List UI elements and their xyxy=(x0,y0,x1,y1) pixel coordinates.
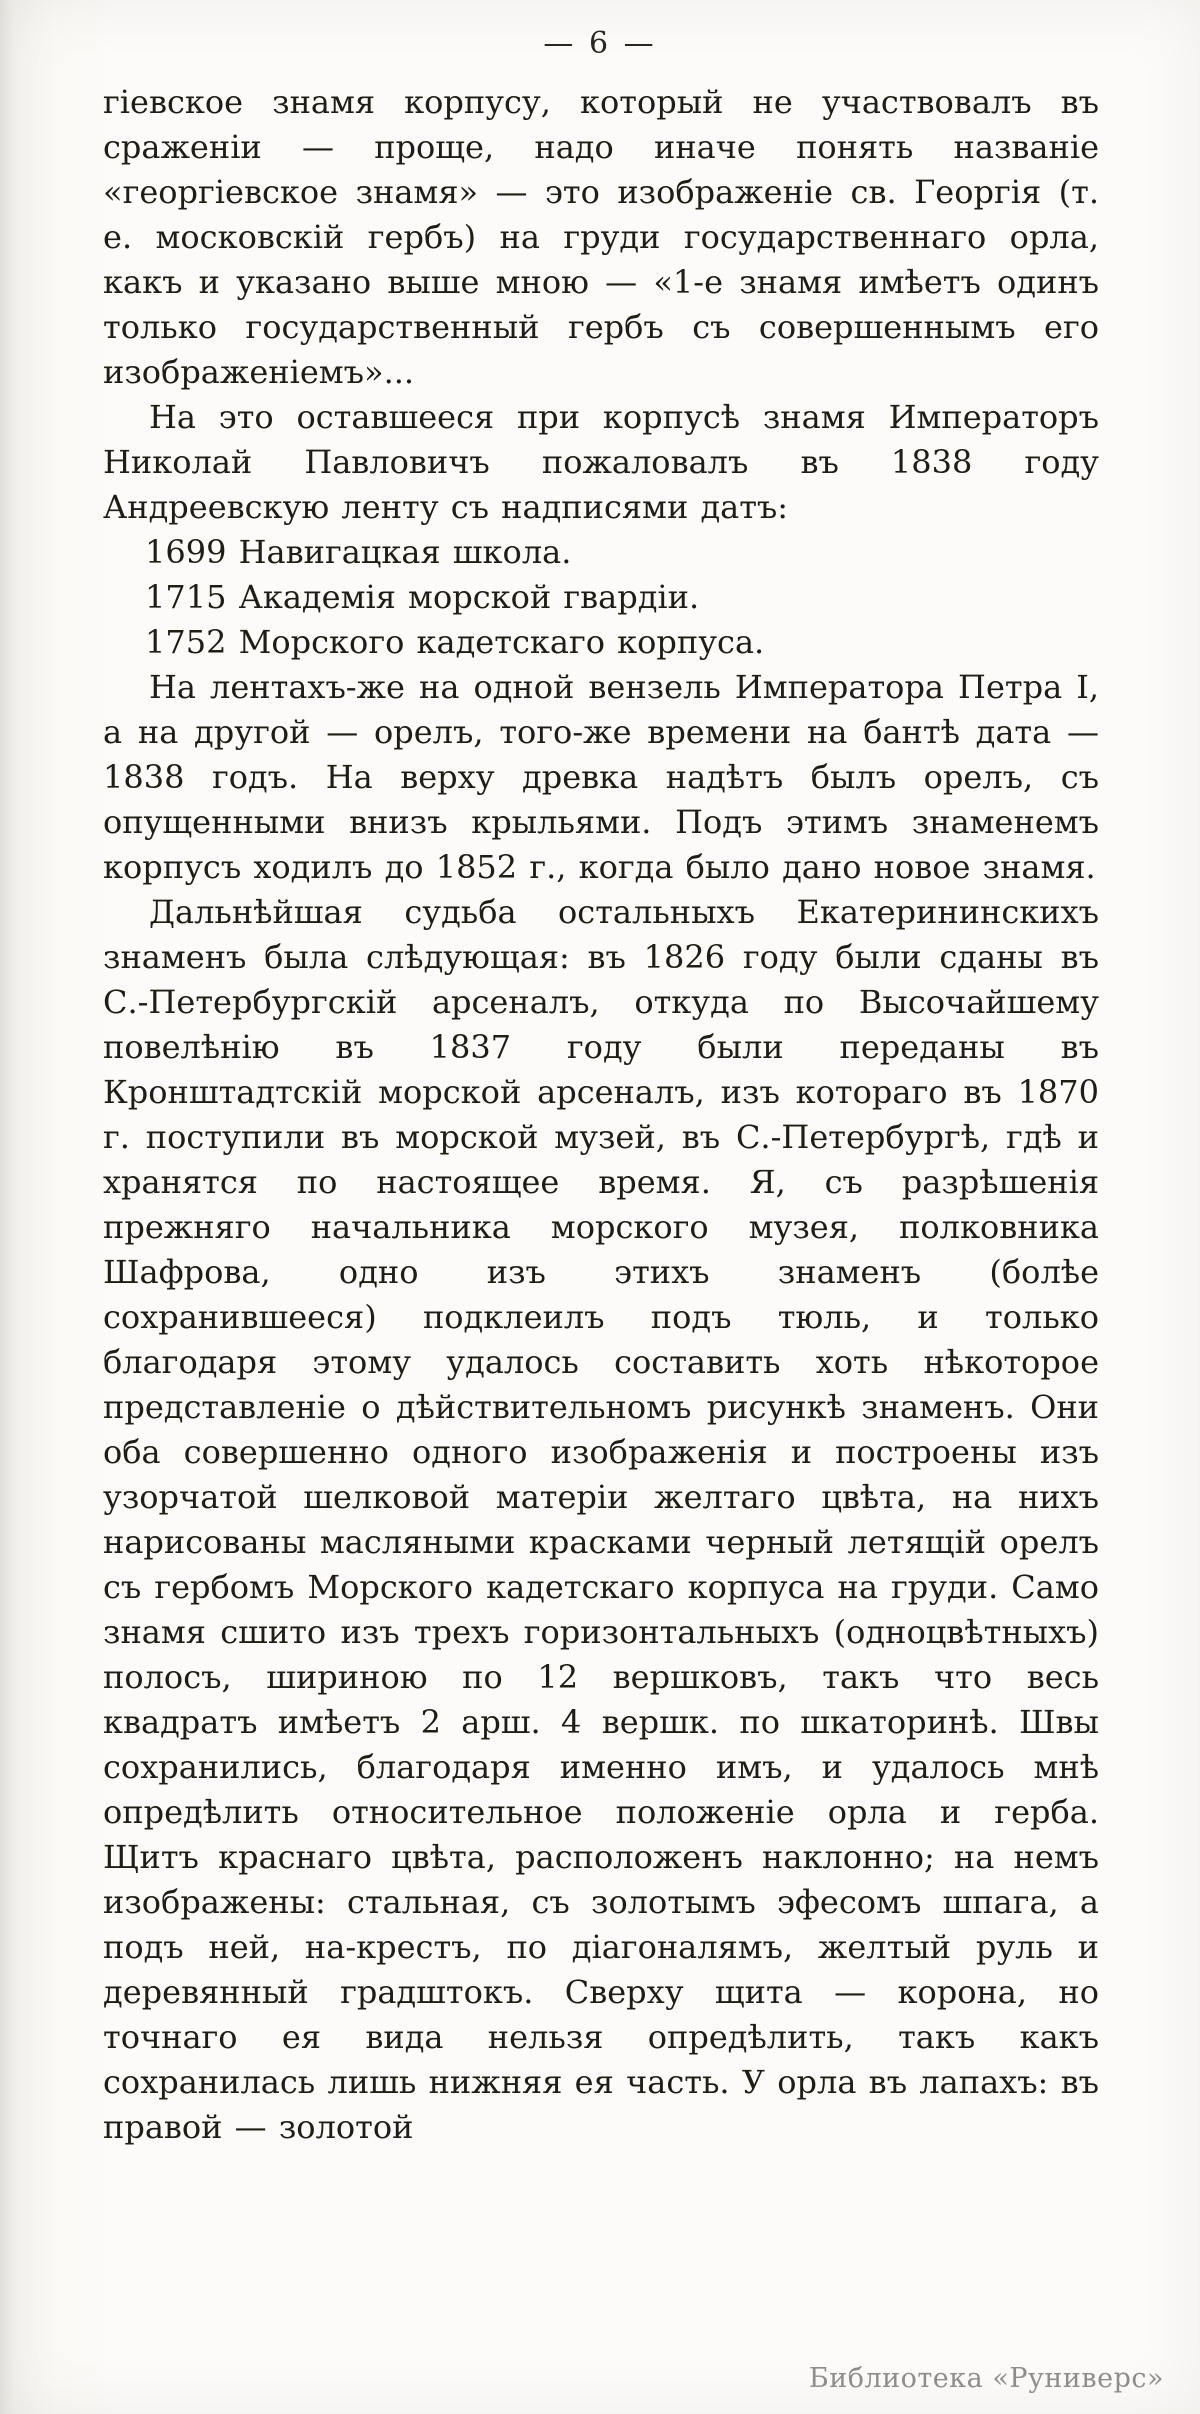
paragraph: На лентахъ-же на одной вензель Императора Петра I, а на другой — орелъ, того-же времени на бантѣ дата — 1838 годъ. На верху древка надѣтъ былъ орелъ, съ опущенными внизъ крыльями. Подъ этимъ знаменемъ корпусъ ходилъ до 1852 г., когда было дано новое знамя. xyxy=(103,668,1099,886)
paragraph-continuation: гіевское знамя корпусу, который не участвовалъ въ сраженіи — проще, надо иначе понять названіе «георгіевское знамя» — это изображеніе св. Георгія (т. е. московскій гербъ) на груди государственнаго орла, какъ и указано выше мною — «1-е знамя имѣетъ одинъ только государственный гербъ съ совершеннымъ его изображеніемъ»... xyxy=(103,83,1099,391)
date-list-item: 1715 Академія морской гвардіи. xyxy=(145,578,700,616)
paragraph: Дальнѣйшая судьба остальныхъ Екатерининскихъ знаменъ была слѣдующая: въ 1826 году были сданы въ С.-Петербургскій арсеналъ, откуда по Высочайшему повелѣнію въ 1837 году были переданы въ Кронштадтскій морской арсеналъ, изъ котораго въ 1870 г. поступили въ морской музей, въ С.-Петербургѣ, гдѣ и хранятся по настоящее время. Я, съ разрѣшенія прежняго начальника морского музея, полковника Шафрова, одно изъ этихъ знаменъ (болѣе сохранившееся) подклеилъ подъ тюль, и только благодаря этому удалось составить хоть нѣкоторое представленіе о дѣйствительномъ рисункѣ знаменъ. Они оба совершенно одного изображенія и построены изъ узорчатой шелковой матеріи желтаго цвѣта, на нихъ нарисованы масляными красками черный летящій орелъ съ гербомъ Морского кадетскаго корпуса на груди. Само знамя сшито изъ трехъ горизонтальныхъ (одноцвѣтныхъ) полосъ, шириною по 12 вершковъ, такъ что весь квадратъ имѣетъ 2 арш. 4 вершк. по шкаторинѣ. Швы сохранились, благодаря именно имъ, и удалось мнѣ опредѣлить относительное положеніе орла и герба. Щитъ краснаго цвѣта, расположенъ наклонно; на немъ изображены: стальная, съ золотымъ эфесомъ шпага, а подъ ней, на-крестъ, по діагоналямъ, желтый руль и деревянный градштокъ. Сверху щита — корона, но точнаго ея вида нельзя опредѣлить, такъ какъ сохранилась лишь нижняя ея часть. У орла въ лапахъ: въ правой — золотой xyxy=(103,893,1099,2146)
library-watermark: Библиотека «Руниверс» xyxy=(808,2363,1164,2394)
date-list-item: 1752 Морского кадетскаго корпуса. xyxy=(145,623,765,661)
page-number: — 6 — xyxy=(543,26,657,61)
paragraph: На это оставшееся при корпусѣ знамя Императоръ Николай Павловичъ пожаловалъ въ 1838 году Андреевскую ленту съ надписями датъ: xyxy=(103,398,1099,526)
date-list-item: 1699 Навигацкая школа. xyxy=(145,533,572,571)
text-block xyxy=(103,80,1099,2150)
